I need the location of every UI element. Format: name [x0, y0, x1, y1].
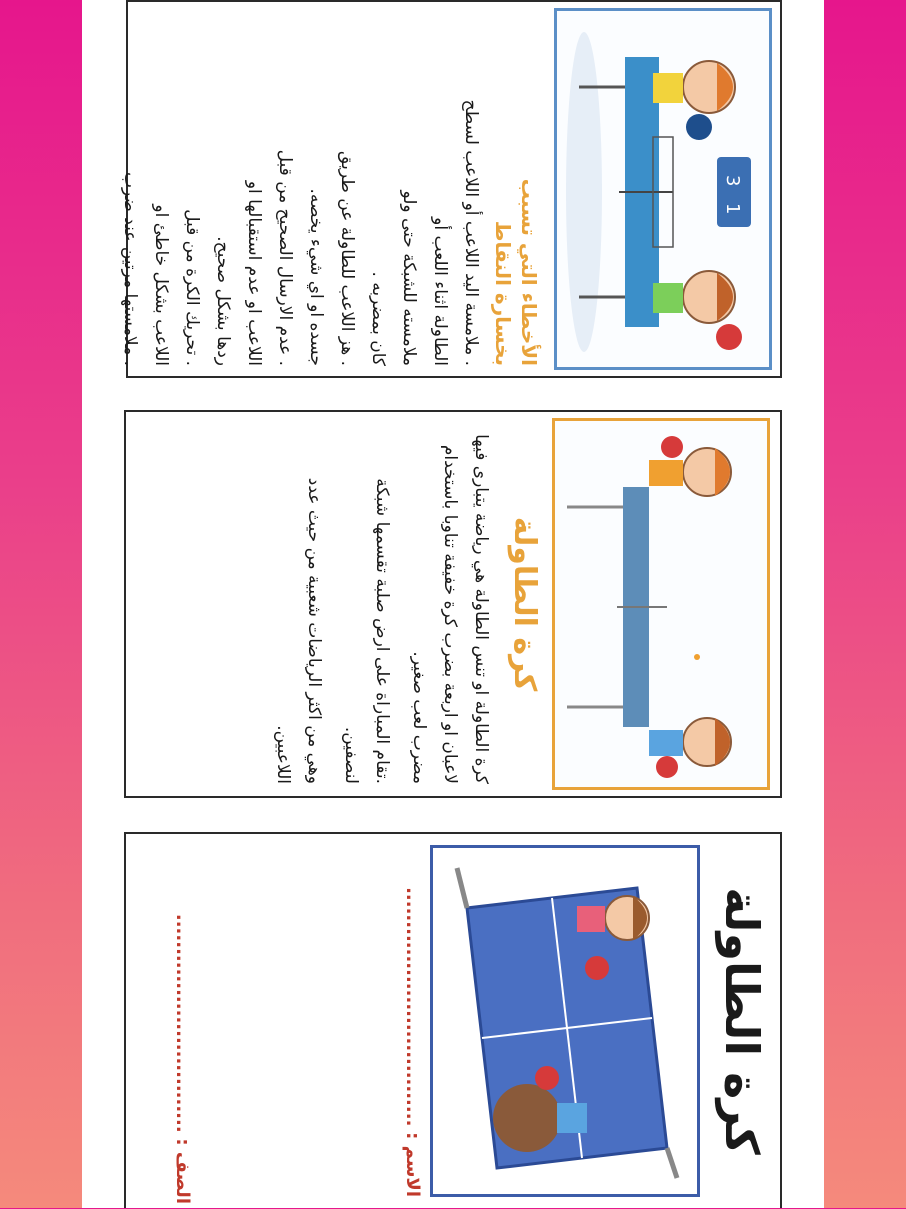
errors-line: ملامسته للشبكة حتى ولو	[399, 190, 419, 366]
errors-line: جسده او اي شيء يخصه.	[306, 188, 326, 366]
about-paragraph: .تقام المباراة على ارض صلبة تقسمها شبكة لنصفين.	[341, 478, 392, 784]
errors-line: . هز اللاعب للطاولة عن طريق	[337, 151, 357, 366]
table-top-view-illustration	[435, 848, 697, 1194]
cover-name-row	[400, 845, 424, 1197]
errors-illustration	[554, 8, 772, 370]
errors-line: . عدم الارسال الصحيح من قبل	[275, 149, 295, 366]
errors-line: اللاعب بشكل خاطئ او	[151, 204, 171, 366]
errors-list	[114, 12, 486, 366]
cover-grade-row	[162, 832, 202, 1208]
about-text	[267, 424, 496, 784]
errors-line: ردها بشكل صحيح.	[213, 236, 233, 366]
grade-label: الصف :	[172, 1138, 193, 1204]
errors-line: كان بمضربه .	[368, 271, 388, 366]
errors-panel	[120, 0, 782, 378]
errors-line: الطاولة اثناء اللعب أو	[430, 217, 450, 366]
score-right: 1	[722, 203, 743, 215]
about-panel	[124, 410, 782, 798]
kids-playing-illustration	[557, 427, 767, 787]
errors-line: . ملامستها مرتين عند ضرب	[120, 172, 140, 366]
kids-at-table-illustration	[559, 17, 769, 367]
errors-heading-line2: بخسارة النقاط	[491, 220, 515, 366]
cover-title: كرة الطاولة	[715, 887, 769, 1155]
about-heading: كرة الطاولة	[507, 516, 542, 692]
name-dots[interactable]: ...................................	[402, 887, 423, 1127]
cover-illustration	[430, 845, 700, 1197]
about-illustration	[552, 418, 770, 790]
about-paragraph: كرة الطاولة او تنس الطاولة هي رياضة يتبارى فيها لاعبان او اربعة بضرب كرة خفيفة تناوبا باستخدام مضرب لعب صغير.	[409, 434, 491, 784]
grade-dots[interactable]: ................................	[172, 913, 193, 1133]
errors-line: . تحريك الكرة من قبل	[182, 209, 202, 366]
errors-line: اللاعب او عدم استقبالها او	[244, 180, 264, 366]
errors-line: . ملامسة اليد اللاعب أو اللاعب لسطح	[461, 99, 481, 366]
brochure-sheet	[82, 0, 824, 1208]
about-paragraph: وهي من اكثر الرياضات شعبية من حيث عدد اللاعبين.	[273, 477, 324, 784]
errors-heading-line1: الأخطاء التي تسبب	[517, 178, 541, 366]
name-label: الاسم :	[402, 1132, 423, 1197]
score-left: 3	[722, 175, 743, 187]
cover-panel	[124, 832, 782, 1208]
